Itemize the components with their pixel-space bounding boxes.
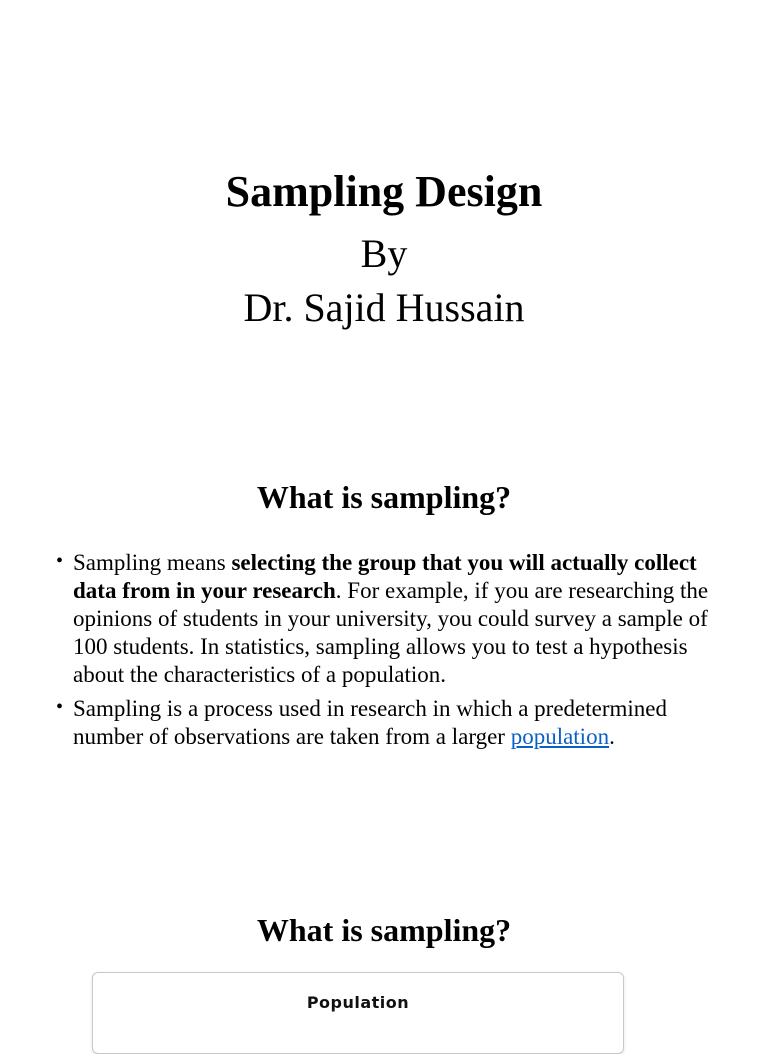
slide-title: Sampling Design [225,167,543,216]
population-label: Population [306,993,410,1012]
population-diagram-box [92,972,624,1054]
bullet-item [56,695,712,751]
section-heading-what-is-sampling: What is sampling? [256,479,512,515]
author-name: Dr. Sajid Hussain [243,285,525,330]
bullet-text-lead: Sampling means [73,550,232,575]
section-heading-what-is-sampling-diagram: What is sampling? [256,912,512,948]
bullet-icon: • [56,696,64,718]
bullet-item [56,549,712,689]
bullet-text-rest: . For example, if you are researching the opinions of students in your university, you could survey a sample of 100 students. In statistics, sampling allows you to test a hypothesis about the characteristics of a population. [73,578,709,687]
bullet-list [56,549,712,757]
bullet-text-bold: selecting the group that you will actually collect data from in your research [73,550,697,603]
bullet-icon: • [56,550,64,572]
title-slide [0,0,768,420]
population-link[interactable]: population [510,724,610,749]
by-line: By [360,231,408,276]
bullet-text-lead: Sampling is a process used in research in which a predetermined number of observations are taken from a larger [73,696,667,749]
bullet-text-rest: . [609,724,615,749]
